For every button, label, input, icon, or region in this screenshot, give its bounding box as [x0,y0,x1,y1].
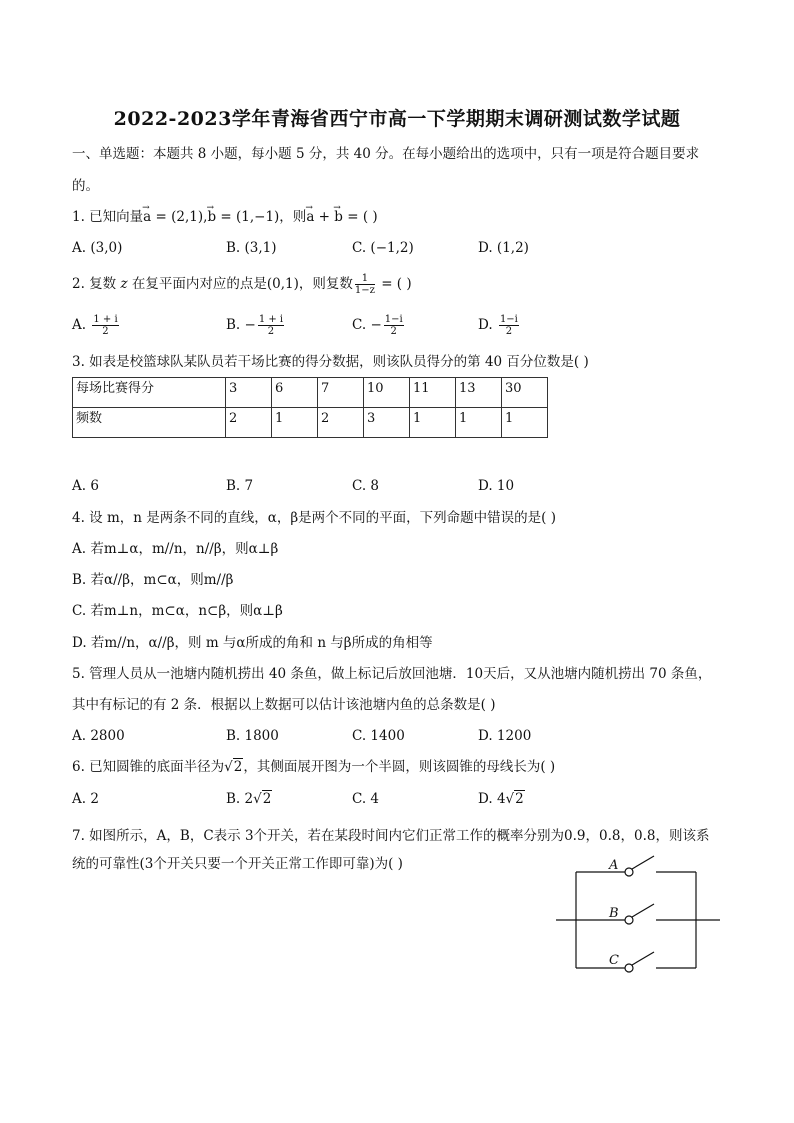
table-row [73,378,548,408]
table-cell: 2 [318,408,364,438]
section-heading-line2: 的。 [72,178,99,194]
switch-c-contact [625,964,633,972]
vector-a: → a [143,207,151,227]
q6-option-c: C. 4 [352,791,380,807]
q6-d-sqrt: √2 [505,791,524,807]
table-cell: 3 [364,408,410,438]
q6-stem-b: ，其侧面展开图为一个半圆，则该圆锥的母线长为( ) [243,759,556,775]
table-cell: 每场比赛得分 [73,378,226,408]
q2-z: z [120,276,128,292]
q5-option-d: D. 1200 [478,728,532,744]
switch-circuit-diagram [548,846,723,976]
q3-option-b: B. 7 [226,478,254,494]
q2-stem-b: 在复平面内对应的点是(0,1)，则复数 [127,276,353,292]
q2-option-a [72,314,121,337]
question-1-stem [72,207,378,227]
q4-option-d: D. 若m//n，α//β，则 m 与α所成的角和 n 与β所成的角相等 [72,635,433,651]
question-4-stem: 4. 设 m，n 是两条不同的直线，α，β是两个不同的平面，下列命题中错误的是( ) [72,510,556,526]
q2-c-den: 2 [390,326,397,337]
q4-option-b: B. 若α//β，m⊂α，则m//β [72,572,234,588]
q1-eq2: = (1,−1)，则 [216,209,307,225]
q2-d-label: D. [478,317,493,333]
q6-option-b [226,789,272,809]
q2-option-b [226,314,286,337]
q1-option-c: C. (−1,2) [352,240,414,256]
question-5-line1: 5. 管理人员从一池塘内随机捞出 40 条鱼，做上标记后放回池塘．10天后，又从池塘内随机捞出 70 条鱼， [72,666,712,682]
q1-plus: + [314,209,335,225]
q1-option-d: D. (1,2) [478,240,529,256]
q6-d-label: D. [478,791,497,807]
q2-option-d [478,314,521,337]
q5-option-c: C. 1400 [352,728,405,744]
vector-b-sum: → b [334,207,343,227]
q2-c-sign: − [370,317,382,333]
switch-a-contact [625,868,633,876]
section-heading-line1: 一、单选题：本题共 8 小题，每小题 5 分，共 40 分。在每小题给出的选项中，只有一项是符合题目要求 [72,146,700,162]
table-cell: 2 [226,408,272,438]
table-cell: 6 [272,378,318,408]
switch-b-label: B [609,906,619,921]
q2-c-frac [384,314,404,337]
question-3-stem: 3. 如表是校篮球队某队员若干场比赛的得分数据，则该队员得分的第 40 百分位数是( ) [72,354,589,370]
q2-frac-num: 1 [355,273,375,285]
q4-option-a: A. 若m⊥α，m//n，n//β，则α⊥β [72,541,279,557]
table-cell: 频数 [73,408,226,438]
table-row [73,408,548,438]
table-cell: 1 [502,408,548,438]
q2-b-sign: − [244,317,256,333]
question-7-line1: 7. 如图所示，A，B，C表示 3个开关，若在某段时间内它们正常工作的概率分别为0.9，0.8，0.8，则该系 [72,828,710,844]
q1-eq1: = (2,1), [151,209,208,225]
q1-tail: = ( ) [342,209,378,225]
q2-stem-c: = ( ) [376,276,412,292]
q6-radicand: 2 [233,759,243,775]
switch-a-lever [632,856,654,869]
question-5-line2: 其中有标记的有 2 条．根据以上数据可以估计该池塘内鱼的总条数是( ) [72,697,496,713]
score-table [72,377,548,438]
q2-fraction [355,273,375,296]
q6-stem-a: 6. 已知圆锥的底面半径为 [72,759,225,775]
q2-b-num: 1 + i [258,314,284,325]
q5-option-b: B. 1800 [226,728,279,744]
question-2-stem [72,273,412,296]
table-cell: 13 [456,378,502,408]
q1-prefix: 1. 已知向量 [72,209,144,225]
q6-d-rad: 2 [515,791,524,807]
q6-b-sqrt: √2 [253,791,272,807]
vector-a-sum: → a [306,207,314,227]
q2-b-den: 2 [267,326,275,337]
table-cell: 1 [410,408,456,438]
q5-option-a: A. 2800 [72,728,125,744]
switch-c-lever [632,952,654,965]
q3-option-d: D. 10 [478,478,515,494]
q3-option-c: C. 8 [352,478,380,494]
table-cell: 30 [502,378,548,408]
q2-d-den: 2 [505,326,513,337]
q2-a-frac [92,314,118,337]
q2-d-frac [499,314,519,337]
q2-a-label: A. [72,317,87,333]
question-6-stem [72,757,555,777]
q2-b-frac [258,314,284,337]
q6-d-coef: 4 [496,791,506,807]
sqrt-2: √2 [224,759,243,775]
switch-c-label: C [609,953,619,968]
switch-a-label: A [609,858,619,873]
table-cell: 1 [272,408,318,438]
q6-b-coef: 2 [244,791,254,807]
q2-b-label: B. [226,317,241,333]
q4-option-c: C. 若m⊥n，m⊂α，n⊂β，则α⊥β [72,603,283,619]
switch-b-contact [625,916,633,924]
q2-c-label: C. [352,317,367,333]
switch-b-lever [632,904,654,917]
table-cell: 11 [410,378,456,408]
q6-b-rad: 2 [262,791,272,807]
q2-c-num: 1−i [384,314,403,325]
table-cell: 1 [456,408,502,438]
table-cell: 10 [364,378,410,408]
question-7-line2: 统的可靠性(3个开关只要一个开关正常工作即可靠)为( ) [72,856,403,872]
q1-option-a: A. (3,0) [72,240,123,256]
q2-a-den: 2 [102,326,109,337]
table-cell: 3 [226,378,272,408]
q3-option-a: A. 6 [72,478,99,494]
q1-option-b: B. (3,1) [226,240,277,256]
q2-option-c [352,314,406,337]
table-cell: 7 [318,378,364,408]
vector-b: → b [207,207,216,227]
q6-b-label: B. [226,791,245,807]
q2-stem-a: 2. 复数 [72,276,121,292]
exam-title: 2022-2023学年青海省西宁市高一下学期期末调研测试数学试题 [113,108,681,130]
q2-a-num: 1 + i [93,314,118,325]
q2-frac-den: 1−z [354,285,375,296]
q6-option-a: A. 2 [72,791,99,807]
q2-d-num: 1−i [499,314,518,325]
q6-option-d [478,789,525,809]
